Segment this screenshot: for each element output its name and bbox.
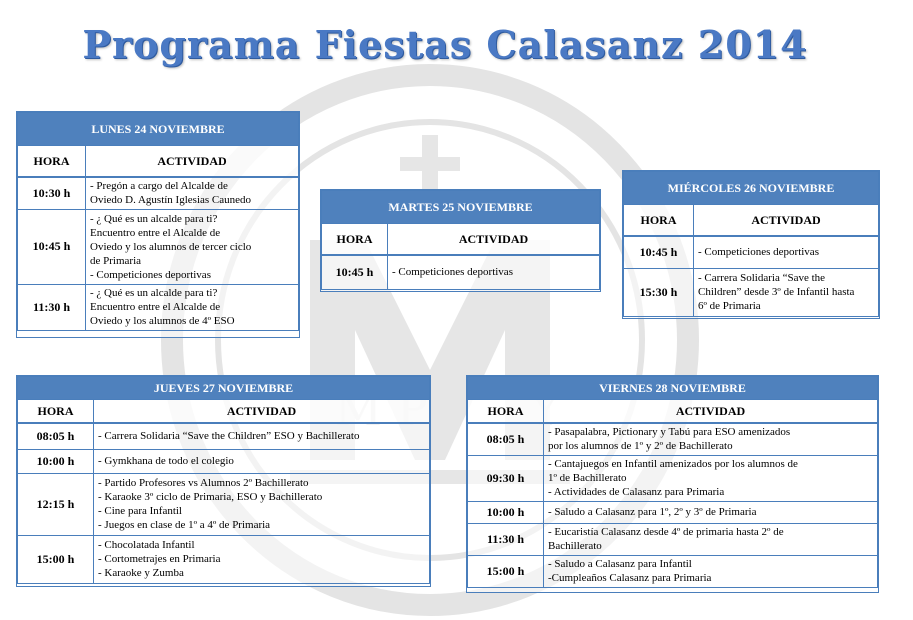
activity-cell: - Carrera Solidaria “Save the Children” desde 3º de Infantil hasta 6º de Primaria [694, 268, 879, 316]
activity-cell: - ¿ Qué es un alcalde para ti? Encuentro entre el Alcalde de Oviedo y los alumnos de 4º ESO [86, 284, 299, 330]
time-cell: 12:15 h [18, 473, 94, 535]
day-header: LUNES 24 NOVIEMBRE [18, 113, 299, 146]
actividad-column-header: ACTIVIDAD [544, 400, 878, 424]
time-cell: 10:45 h [624, 236, 694, 268]
time-cell: 15:30 h [624, 268, 694, 316]
activity-cell: - ¿ Qué es un alcalde para ti? Encuentro entre el Alcalde de Oviedo y los alumnos de tercer ciclo de Primaria - Competiciones deportivas [86, 209, 299, 284]
time-cell: 15:00 h [18, 535, 94, 583]
page-title: Programa Fiestas Calasanz 2014 [82, 22, 808, 67]
activity-cell: - Gymkhana de todo el colegio [94, 449, 430, 473]
day-header: MIÉRCOLES 26 NOVIEMBRE [624, 172, 879, 205]
miercoles-schedule-table [622, 170, 880, 319]
martes-schedule-table [320, 189, 601, 292]
time-cell: 09:30 h [468, 455, 544, 501]
jueves-schedule-table [16, 375, 431, 587]
activity-cell: - Pasapalabra, Pictionary y Tabú para ESO amenizados por los alumnos de 1º y 2º de Bachillerato [544, 423, 878, 455]
hora-column-header: HORA [468, 400, 544, 424]
actividad-column-header: ACTIVIDAD [388, 224, 600, 256]
actividad-column-header: ACTIVIDAD [694, 205, 879, 237]
activity-cell: - Saludo a Calasanz para 1º, 2º y 3º de Primaria [544, 501, 878, 523]
viernes-schedule-table [466, 375, 879, 593]
day-header: VIERNES 28 NOVIEMBRE [468, 377, 878, 400]
time-cell: 15:00 h [468, 555, 544, 587]
time-cell: 10:45 h [322, 255, 388, 289]
hora-column-header: HORA [322, 224, 388, 256]
actividad-column-header: ACTIVIDAD [94, 400, 430, 424]
activity-cell: - Competiciones deportivas [694, 236, 879, 268]
activity-cell: - Competiciones deportivas [388, 255, 600, 289]
time-cell: 11:30 h [18, 284, 86, 330]
activity-cell: - Pregón a cargo del Alcalde de Oviedo D. Agustín Iglesias Caunedo [86, 177, 299, 209]
hora-column-header: HORA [18, 400, 94, 424]
time-cell: 10:30 h [18, 177, 86, 209]
time-cell: 10:00 h [468, 501, 544, 523]
time-cell: 08:05 h [468, 423, 544, 455]
lunes-schedule-table [16, 111, 300, 338]
activity-cell: - Partido Profesores vs Alumnos 2º Bachillerato - Karaoke 3º ciclo de Primaria, ESO y Bachillerato - Cine para Infantil - Juegos en clase de 1º a 4º de Primaria [94, 473, 430, 535]
actividad-column-header: ACTIVIDAD [86, 146, 299, 178]
time-cell: 10:00 h [18, 449, 94, 473]
activity-cell: - Carrera Solidaria “Save the Children” ESO y Bachillerato [94, 423, 430, 449]
time-cell: 11:30 h [468, 523, 544, 555]
hora-column-header: HORA [624, 205, 694, 237]
time-cell: 08:05 h [18, 423, 94, 449]
activity-cell: - Chocolatada Infantil - Cortometrajes en Primaria - Karaoke y Zumba [94, 535, 430, 583]
activity-cell: - Eucaristía Calasanz desde 4º de primaria hasta 2º de Bachillerato [544, 523, 878, 555]
time-cell: 10:45 h [18, 209, 86, 284]
activity-cell: - Saludo a Calasanz para Infantil -Cumpleaños Calasanz para Primaria [544, 555, 878, 587]
day-header: JUEVES 27 NOVIEMBRE [18, 377, 430, 400]
day-header: MARTES 25 NOVIEMBRE [322, 191, 600, 224]
activity-cell: - Cantajuegos en Infantil amenizados por los alumnos de 1º de Bachillerato - Actividades de Calasanz para Primaria [544, 455, 878, 501]
hora-column-header: HORA [18, 146, 86, 178]
